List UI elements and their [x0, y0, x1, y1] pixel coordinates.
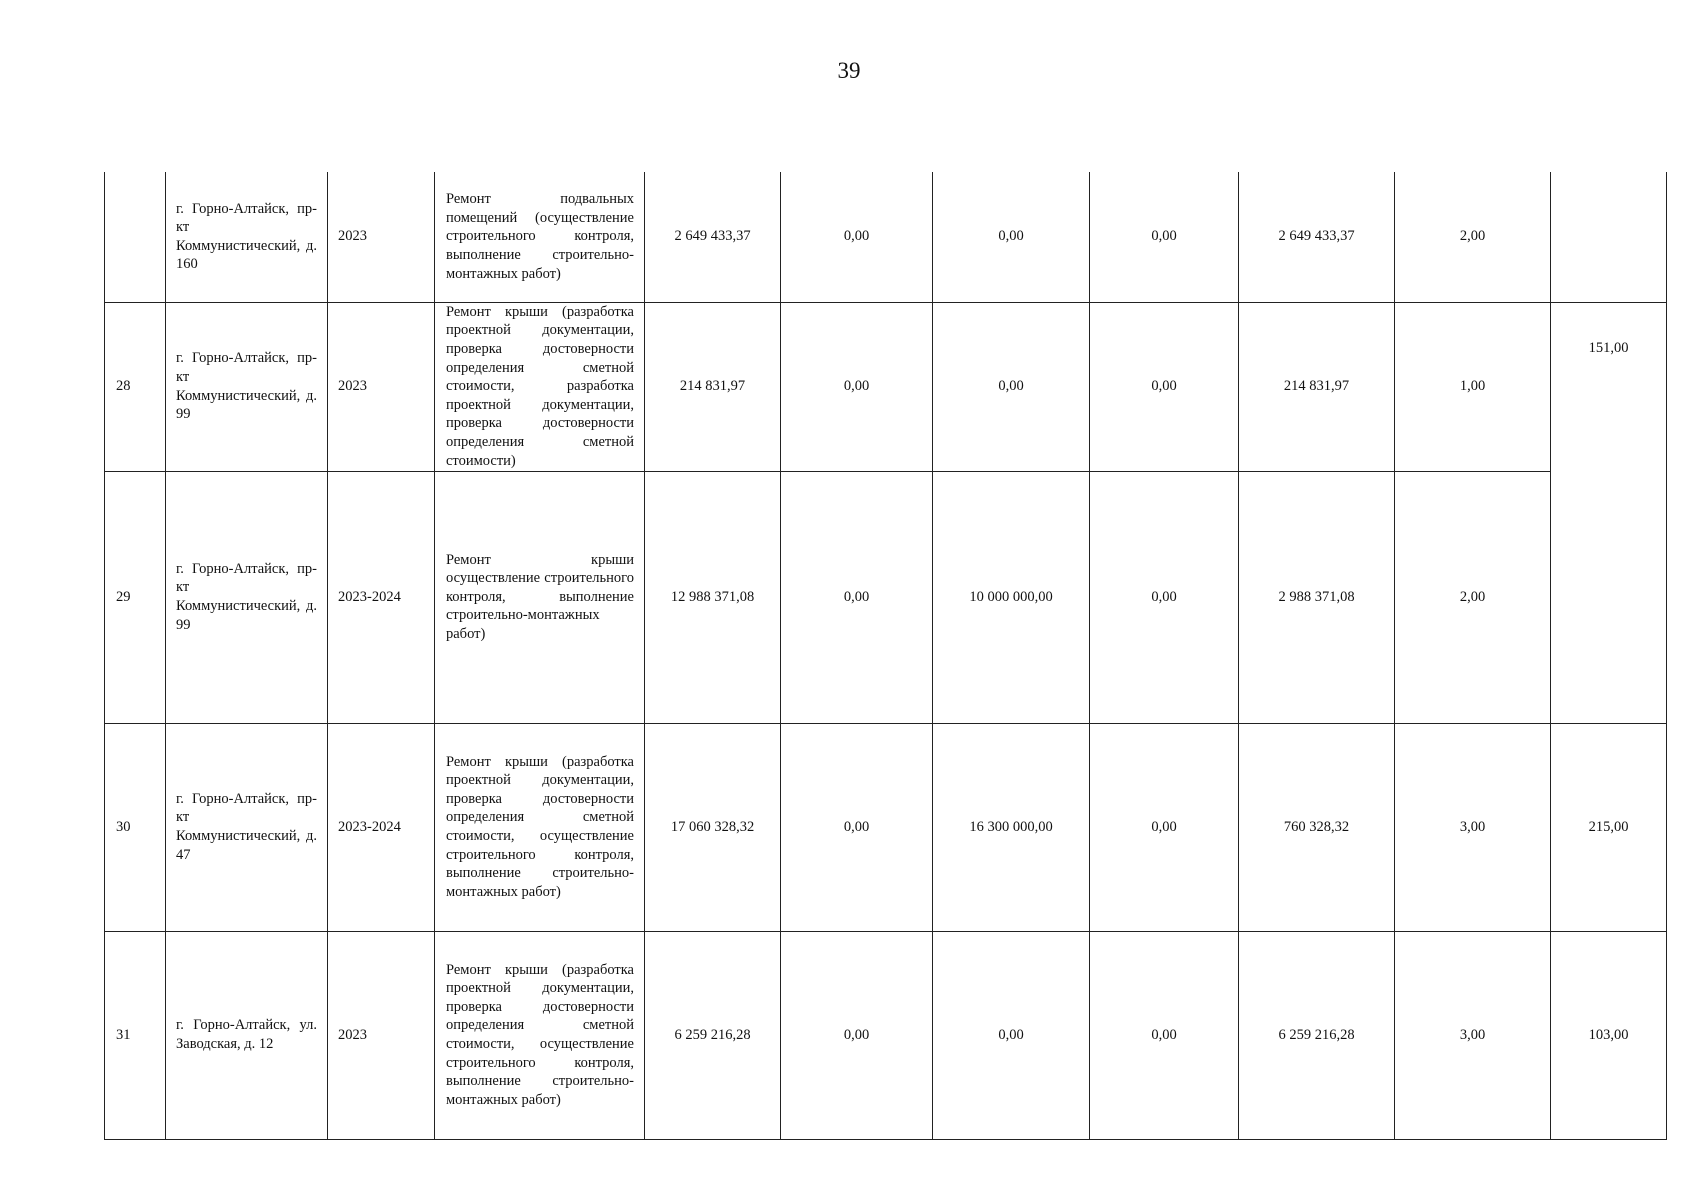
row-total-cost: 6 259 216,28 — [645, 931, 781, 1139]
repair-schedule-table — [104, 172, 1667, 1140]
row-value-2: 0,00 — [933, 931, 1090, 1139]
row-value-5: 2,00 — [1395, 471, 1551, 723]
row-total-cost: 214 831,97 — [645, 302, 781, 471]
table-row — [105, 471, 1667, 723]
row-value-3: 0,00 — [1090, 723, 1239, 931]
row-number: 30 — [105, 723, 166, 931]
row-address: г. Горно-Алтайск, пр-кт Коммунистический, д. 47 — [166, 723, 328, 931]
row-value-2: 10 000 000,00 — [933, 471, 1090, 723]
row-value-5: 3,00 — [1395, 931, 1551, 1139]
row-value-2: 16 300 000,00 — [933, 723, 1090, 931]
row-value-1: 0,00 — [781, 172, 933, 302]
row-number — [105, 172, 166, 302]
row-year: 2023-2024 — [328, 723, 435, 931]
row-last-value — [1551, 172, 1667, 302]
row-value-4: 214 831,97 — [1239, 302, 1395, 471]
row-value-3: 0,00 — [1090, 471, 1239, 723]
row-value-3: 0,00 — [1090, 931, 1239, 1139]
row-value-2: 0,00 — [933, 172, 1090, 302]
row-number: 29 — [105, 471, 166, 723]
row-year: 2023 — [328, 172, 435, 302]
row-value-1: 0,00 — [781, 723, 933, 931]
table-row — [105, 172, 1667, 302]
table-row — [105, 723, 1667, 931]
row-work-type: Ремонт крыши (разработка проектной документации, проверка достоверности определения сметной стоимости, разработка проектной документации, проверка достоверности определения сметной стоимости) — [435, 302, 645, 471]
row-year: 2023 — [328, 931, 435, 1139]
row-value-1: 0,00 — [781, 471, 933, 723]
table-row — [105, 931, 1667, 1139]
row-total-cost: 2 649 433,37 — [645, 172, 781, 302]
row-number: 31 — [105, 931, 166, 1139]
row-address: г. Горно-Алтайск, пр-кт Коммунистический, д. 99 — [166, 471, 328, 723]
row-value-3: 0,00 — [1090, 302, 1239, 471]
row-work-type: Ремонт крыши (разработка проектной документации, проверка достоверности определения сметной стоимости, осуществление строительного контроля, выполнение строительно-монтажных работ) — [435, 723, 645, 931]
row-total-cost: 12 988 371,08 — [645, 471, 781, 723]
row-address: г. Горно-Алтайск, пр-кт Коммунистический, д. 160 — [166, 172, 328, 302]
row-last-value-merged: 151,00 — [1551, 302, 1667, 723]
row-work-type: Ремонт подвальных помещений (осуществление строительного контроля, выполнение строительно-монтажных работ) — [435, 172, 645, 302]
row-year: 2023 — [328, 302, 435, 471]
row-value-5: 2,00 — [1395, 172, 1551, 302]
row-work-type: Ремонт крыши (разработка проектной документации, проверка достоверности определения сметной стоимости, осуществление строительного контроля, выполнение строительно-монтажных работ) — [435, 931, 645, 1139]
row-last-value: 103,00 — [1551, 931, 1667, 1139]
table-row — [105, 302, 1667, 471]
row-address: г. Горно-Алтайск, ул. Заводская, д. 12 — [166, 931, 328, 1139]
page-number: 39 — [837, 58, 861, 83]
row-value-5: 3,00 — [1395, 723, 1551, 931]
row-address: г. Горно-Алтайск, пр-кт Коммунистический, д. 99 — [166, 302, 328, 471]
row-value-3: 0,00 — [1090, 172, 1239, 302]
row-value-4: 6 259 216,28 — [1239, 931, 1395, 1139]
row-total-cost: 17 060 328,32 — [645, 723, 781, 931]
row-value-4: 2 988 371,08 — [1239, 471, 1395, 723]
row-value-1: 0,00 — [781, 302, 933, 471]
row-year: 2023-2024 — [328, 471, 435, 723]
row-value-2: 0,00 — [933, 302, 1090, 471]
row-value-4: 2 649 433,37 — [1239, 172, 1395, 302]
row-value-5: 1,00 — [1395, 302, 1551, 471]
row-value-1: 0,00 — [781, 931, 933, 1139]
row-last-value: 215,00 — [1551, 723, 1667, 931]
row-work-type: Ремонт крыши осуществление строительного контроля, выполнение строительно-монтажных работ) — [435, 471, 645, 723]
row-value-4: 760 328,32 — [1239, 723, 1395, 931]
row-number: 28 — [105, 302, 166, 471]
